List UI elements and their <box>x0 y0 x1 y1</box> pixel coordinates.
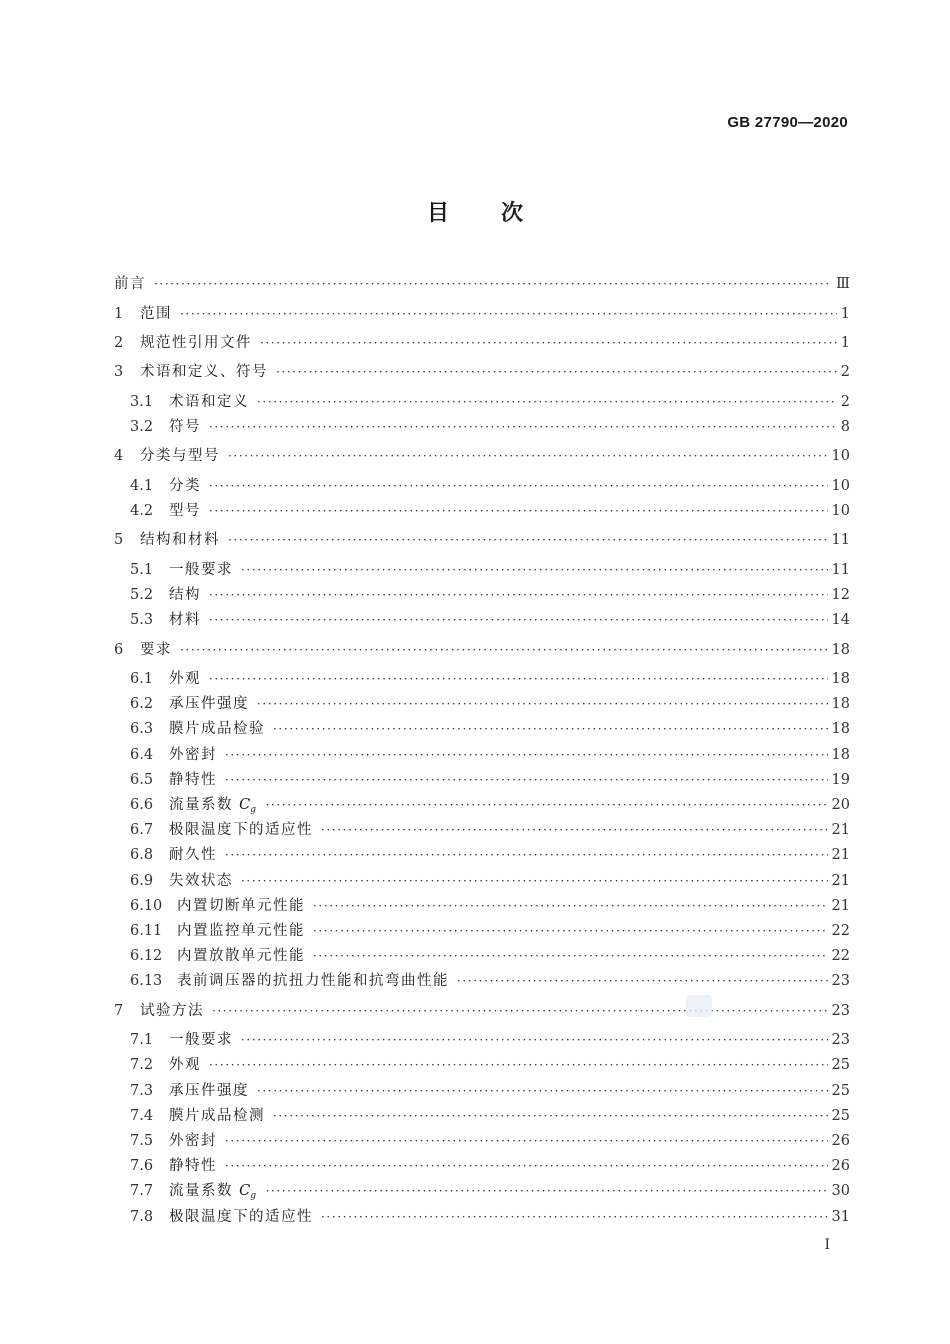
toc-entry-number: 2 <box>114 335 124 351</box>
toc-entry-label-text: 静特性 <box>169 772 217 788</box>
toc-entry-page: 22 <box>831 948 850 964</box>
toc-leader-dots <box>313 920 828 942</box>
toc-entry-label <box>169 1206 317 1228</box>
toc-entry-label <box>169 870 237 892</box>
toc-entry-label <box>177 895 309 917</box>
toc-entry-number: 5.3 <box>130 612 154 628</box>
toc-entry-label <box>169 718 269 740</box>
toc-leader-dots <box>241 559 828 581</box>
toc-entry-number: 4.1 <box>130 478 154 494</box>
toc-entry-label <box>169 844 221 866</box>
toc-entry-page: 30 <box>831 1183 850 1199</box>
toc-entry-label <box>169 744 221 766</box>
toc-leader-dots <box>265 794 827 816</box>
toc-entry-label-text: 内置监控单元性能 <box>177 923 305 939</box>
toc-entry-label-text: 极限温度下的适应性 <box>169 822 313 838</box>
toc-leader-dots <box>180 303 837 325</box>
toc-entry[interactable] <box>130 391 850 413</box>
toc-entry[interactable] <box>130 1029 850 1051</box>
toc-entry-page: 1 <box>840 335 850 351</box>
toc-leader-dots <box>276 361 837 383</box>
toc-entry[interactable] <box>130 945 850 967</box>
toc-entry-label-text: 流量系数 <box>169 797 233 813</box>
toc-entry-page: 11 <box>831 532 850 548</box>
toc-leader-dots <box>457 970 828 992</box>
toc-leader-dots <box>209 416 837 438</box>
toc-entry-label <box>169 559 237 581</box>
toc-entry-page: 2 <box>840 364 850 380</box>
toc-entry-page: 10 <box>831 478 850 494</box>
toc-entry-number: 7.5 <box>130 1133 154 1149</box>
toc-entry-page: 25 <box>831 1057 850 1073</box>
toc-entry[interactable] <box>130 819 850 841</box>
toc-entry-number: 7.2 <box>130 1057 154 1073</box>
toc-entry-page: 18 <box>831 696 850 712</box>
toc-entry-label <box>169 1180 261 1207</box>
toc-entry-label <box>169 1130 221 1152</box>
toc-entry-label <box>140 529 224 551</box>
toc-entry[interactable] <box>130 609 850 631</box>
toc-entry-page: 23 <box>831 973 850 989</box>
toc-leader-dots <box>260 332 837 354</box>
toc-leader-dots <box>154 273 832 295</box>
toc-entry-number: 6.8 <box>130 847 154 863</box>
toc-entry[interactable] <box>114 445 850 467</box>
toc-entry[interactable] <box>130 416 850 438</box>
toc-entry-label-text: 内置放散单元性能 <box>177 948 305 964</box>
toc-entry-number: 6.9 <box>130 873 154 889</box>
toc-entry[interactable] <box>114 332 850 354</box>
toc-entry-number: 6.7 <box>130 822 154 838</box>
toc-entry-page: 14 <box>831 612 850 628</box>
toc-leader-dots <box>209 609 828 631</box>
toc-entry-page: 11 <box>831 562 850 578</box>
toc-entry-label <box>169 416 205 438</box>
toc-entry[interactable] <box>130 559 850 581</box>
toc-entry-label <box>169 819 317 841</box>
toc-leader-dots <box>209 1054 828 1076</box>
toc-entry-label <box>177 920 309 942</box>
toc-entry-label-text: 分类 <box>169 478 201 494</box>
toc-entry-number: 6 <box>114 642 124 658</box>
toc-entry-number: 5.2 <box>130 587 154 603</box>
toc-entry-number: 6.10 <box>130 898 163 914</box>
toc-entry-number: 5 <box>114 532 124 548</box>
toc-entry-number: 6.12 <box>130 948 163 964</box>
toc-entry-label <box>140 361 272 383</box>
toc-entry[interactable] <box>114 273 850 295</box>
toc-entry-label <box>140 332 256 354</box>
toc-entry[interactable] <box>114 361 850 383</box>
title-part-2: 次 <box>501 201 524 226</box>
toc-entry-label-text: 外密封 <box>169 747 217 763</box>
toc-entry[interactable] <box>130 475 850 497</box>
toc-entry-number: 7.1 <box>130 1032 154 1048</box>
toc-entry-label <box>169 668 205 690</box>
toc-entry[interactable] <box>130 895 850 917</box>
toc-entry-page: 18 <box>831 671 850 687</box>
toc-entry[interactable] <box>114 1000 850 1022</box>
toc-entry-page: 21 <box>831 847 850 863</box>
toc-leader-dots <box>273 1105 828 1127</box>
toc-leader-dots <box>225 1130 828 1152</box>
toc-entry-label-text: 前言 <box>114 276 146 292</box>
toc-entry[interactable] <box>130 844 850 866</box>
toc-leader-dots <box>257 693 828 715</box>
toc-entry[interactable] <box>130 668 850 690</box>
toc-leader-dots <box>273 718 828 740</box>
toc-leader-dots <box>241 870 828 892</box>
toc-entry[interactable] <box>130 500 850 522</box>
toc-entry-symbol: C <box>239 797 251 813</box>
toc-entry-page: 21 <box>831 822 850 838</box>
toc-entry-page: 18 <box>831 721 850 737</box>
toc-entry-label <box>169 769 221 791</box>
toc-entry-label <box>169 1054 205 1076</box>
toc-entry-page: 2 <box>840 394 850 410</box>
toc-entry-label-text: 要求 <box>140 642 172 658</box>
toc-entry-page: Ⅲ <box>836 276 850 292</box>
toc-entry-page: 25 <box>831 1108 850 1124</box>
toc-entry-label <box>177 970 453 992</box>
toc-entry-number: 3 <box>114 364 124 380</box>
toc-entry-number: 7.3 <box>130 1083 154 1099</box>
toc-entry-label <box>169 475 205 497</box>
toc-entry[interactable] <box>130 693 850 715</box>
toc-entry-page: 1 <box>840 306 850 322</box>
standard-code: GB 27790—2020 <box>727 114 848 131</box>
toc-entry-label <box>169 1080 253 1102</box>
toc-leader-dots <box>209 475 828 497</box>
toc-entry-label <box>169 500 205 522</box>
toc-entry-page: 26 <box>831 1158 850 1174</box>
toc-entry-label-text: 极限温度下的适应性 <box>169 1209 313 1225</box>
toc-entry-label-text: 流量系数 <box>169 1183 233 1199</box>
toc-entry-label-text: 一般要求 <box>169 1032 233 1048</box>
toc-entry-page: 20 <box>831 797 850 813</box>
toc-entry-number: 6.13 <box>130 973 163 989</box>
toc-leader-dots <box>241 1029 828 1051</box>
toc-entry[interactable] <box>114 303 850 325</box>
toc-entry-label <box>169 1105 269 1127</box>
toc-entry-label <box>169 1029 237 1051</box>
toc-entry-label-text: 材料 <box>169 612 201 628</box>
toc-leader-dots <box>265 1180 827 1202</box>
toc-entry-number: 6.5 <box>130 772 154 788</box>
toc-entry-label <box>169 794 261 821</box>
toc-entry-number: 6.2 <box>130 696 154 712</box>
toc-entry-label <box>169 609 205 631</box>
toc-entry-label-text: 型号 <box>169 503 201 519</box>
toc-entry-page: 26 <box>831 1133 850 1149</box>
toc-entry-number: 6.4 <box>130 747 154 763</box>
toc-entry-label <box>140 445 224 467</box>
toc-entry-label-text: 承压件强度 <box>169 1083 249 1099</box>
toc-entry[interactable] <box>130 1080 850 1102</box>
toc-entry-label-text: 膜片成品检验 <box>169 721 265 737</box>
toc-leader-dots <box>209 500 828 522</box>
toc-entry-label <box>169 693 253 715</box>
toc-entry[interactable] <box>114 529 850 551</box>
toc-entry-number: 6.11 <box>130 923 163 939</box>
toc-entry-page: 10 <box>831 503 850 519</box>
toc-entry[interactable] <box>130 794 850 816</box>
toc-entry[interactable] <box>130 1054 850 1076</box>
toc-entry[interactable] <box>130 1155 850 1177</box>
toc-entry-label-text: 一般要求 <box>169 562 233 578</box>
toc-entry-label <box>169 391 253 413</box>
toc-leader-dots <box>225 1155 828 1177</box>
toc-entry-label-text: 分类与型号 <box>140 448 220 464</box>
toc-entry[interactable] <box>130 870 850 892</box>
toc-leader-dots <box>321 819 828 841</box>
toc-leader-dots <box>212 1000 828 1022</box>
toc-entry-page: 18 <box>831 642 850 658</box>
toc-entry[interactable] <box>130 920 850 942</box>
toc-entry-label-text: 耐久性 <box>169 847 217 863</box>
toc-entry-label-text: 术语和定义、符号 <box>140 364 268 380</box>
toc-entry-number: 4 <box>114 448 124 464</box>
toc-entry-page: 22 <box>831 923 850 939</box>
toc-entry-symbol-subscript: g <box>250 805 258 815</box>
toc-leader-dots <box>228 445 828 467</box>
toc-entry[interactable] <box>130 1206 850 1228</box>
toc-leader-dots <box>209 584 828 606</box>
toc-entry-label-text: 外观 <box>169 1057 201 1073</box>
toc-leader-dots <box>257 391 837 413</box>
toc-entry[interactable] <box>130 970 850 992</box>
toc-entry-label <box>177 945 309 967</box>
toc-entry-number: 1 <box>114 306 124 322</box>
toc-entry-number: 6.1 <box>130 671 154 687</box>
toc-entry-label <box>114 273 150 295</box>
toc-entry-label-text: 内置切断单元性能 <box>177 898 305 914</box>
toc-leader-dots <box>321 1206 828 1228</box>
toc-entry-number: 3.2 <box>130 419 154 435</box>
toc-entry-label-text: 符号 <box>169 419 201 435</box>
toc-entry-label-text: 范围 <box>140 306 172 322</box>
toc-entry-page: 21 <box>831 873 850 889</box>
toc-entry-label-text: 静特性 <box>169 1158 217 1174</box>
toc-leader-dots <box>228 529 828 551</box>
toc-entry[interactable] <box>130 1180 850 1202</box>
toc-entry[interactable] <box>130 1130 850 1152</box>
toc-entry-number: 7 <box>114 1003 124 1019</box>
toc-entry-label-text: 结构和材料 <box>140 532 220 548</box>
page-title <box>0 196 950 227</box>
toc-entry-label-text: 承压件强度 <box>169 696 249 712</box>
toc-entry-symbol: C <box>239 1183 251 1199</box>
toc-entry-page: 23 <box>831 1003 850 1019</box>
toc-entry[interactable] <box>130 584 850 606</box>
toc-leader-dots <box>180 639 828 661</box>
toc-entry[interactable] <box>130 1105 850 1127</box>
watermark-stamp <box>686 995 712 1017</box>
toc-entry-label-text: 膜片成品检测 <box>169 1108 265 1124</box>
toc-entry-number: 7.6 <box>130 1158 154 1174</box>
toc-entry-page: 18 <box>831 747 850 763</box>
toc-entry-label-text: 规范性引用文件 <box>140 335 252 351</box>
toc-entry-number: 4.2 <box>130 503 154 519</box>
toc-leader-dots <box>313 895 828 917</box>
toc-leader-dots <box>225 844 828 866</box>
toc-entry-number: 7.4 <box>130 1108 154 1124</box>
toc-entry-number: 7.8 <box>130 1209 154 1225</box>
toc-entry-label-text: 外观 <box>169 671 201 687</box>
title-part-1: 目 <box>426 201 449 226</box>
toc-entry-label <box>140 639 176 661</box>
toc-entry-label-text: 外密封 <box>169 1133 217 1149</box>
toc-entry-label-text: 失效状态 <box>169 873 233 889</box>
toc-entry-label <box>140 303 176 325</box>
toc-leader-dots <box>225 769 828 791</box>
toc-entry[interactable] <box>130 718 850 740</box>
toc-entry-number: 3.1 <box>130 394 154 410</box>
toc-entry-page: 10 <box>831 448 850 464</box>
toc-entry[interactable] <box>114 639 850 661</box>
toc-leader-dots <box>257 1080 828 1102</box>
toc-entry-page: 23 <box>831 1032 850 1048</box>
toc-entry-page: 31 <box>831 1209 850 1225</box>
toc-entry-page: 12 <box>831 587 850 603</box>
toc-entry-page: 8 <box>840 419 850 435</box>
toc-entry-number: 6.6 <box>130 797 154 813</box>
toc-entry-label <box>140 1000 208 1022</box>
toc-entry-label-text: 术语和定义 <box>169 394 249 410</box>
toc-leader-dots <box>225 744 828 766</box>
toc-entry-label <box>169 584 205 606</box>
toc-leader-dots <box>313 945 828 967</box>
toc-entry-label-text: 结构 <box>169 587 201 603</box>
toc-entry[interactable] <box>130 744 850 766</box>
toc-entry-page: 21 <box>831 898 850 914</box>
toc-entry-label <box>169 1155 221 1177</box>
toc-entry-number: 5.1 <box>130 562 154 578</box>
toc-entry-label-text: 试验方法 <box>140 1003 204 1019</box>
toc-entry-number: 7.7 <box>130 1183 154 1199</box>
toc-entry-page: 25 <box>831 1083 850 1099</box>
toc-entry-number: 6.3 <box>130 721 154 737</box>
toc-leader-dots <box>209 668 828 690</box>
toc-entry[interactable] <box>130 769 850 791</box>
toc-entry-symbol-subscript: g <box>250 1191 258 1201</box>
toc-entry-label-text: 表前调压器的抗扭力性能和抗弯曲性能 <box>177 973 449 989</box>
toc-entry-page: 19 <box>831 772 850 788</box>
page-number: I <box>824 1237 830 1253</box>
